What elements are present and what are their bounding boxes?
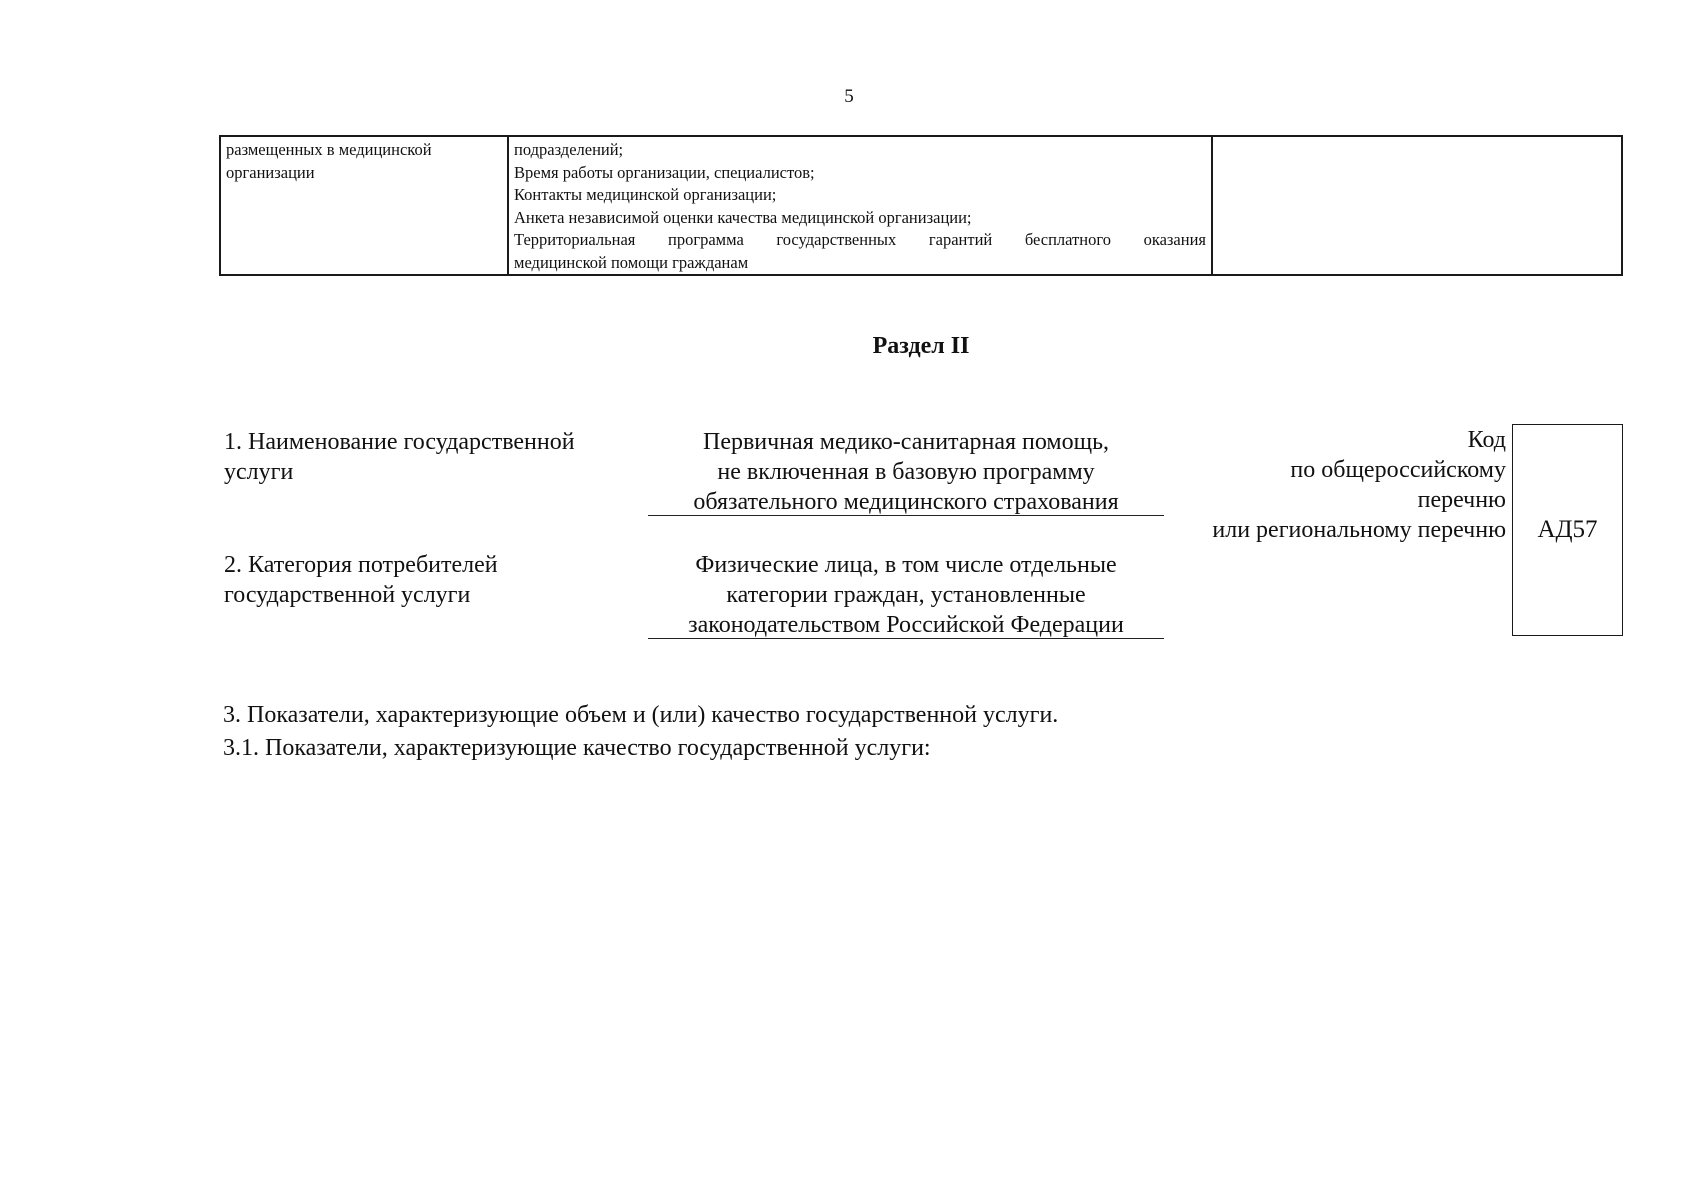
value-line: обязательного медицинского страхования <box>693 489 1119 515</box>
indicators-heading: 3. Показатели, характеризующие объем и (или) качество государственной услуги. <box>223 702 1059 728</box>
value-line: законодательством Российской Федерации <box>688 612 1124 638</box>
code-label-line: по общероссийскому <box>1290 457 1506 483</box>
code-label <box>1180 425 1506 545</box>
value-line: Физические лица, в том числе отдельные <box>695 552 1117 578</box>
cell-line: Анкета независимой оценки качества медицинской организации; <box>514 207 972 227</box>
page-number: 5 <box>844 86 854 107</box>
service-name-value <box>648 427 1164 517</box>
table-cell-indicator-name <box>220 136 508 275</box>
table-cell-empty <box>1212 136 1622 275</box>
value-line: категории граждан, установленные <box>726 582 1086 608</box>
table-row <box>220 136 1622 275</box>
value-line: Первичная медико-санитарная помощь, <box>702 429 1110 455</box>
cell-line: Территориальная программа государственных гарантий бесплатного оказания <box>514 230 1206 249</box>
label-line: 2. Категория потребителей <box>224 552 498 578</box>
cell-line: медицинской помощи гражданам <box>514 252 749 272</box>
continuation-table <box>219 135 1623 276</box>
label-line: государственной услуги <box>224 582 471 608</box>
consumer-category-underline <box>648 638 1164 639</box>
cell-line: размещенных в медицинской <box>226 140 432 159</box>
cell-line: Время работы организации, специалистов; <box>514 162 815 182</box>
table-cell-content-list <box>508 136 1212 275</box>
cell-line: Контакты медицинской организации; <box>514 185 777 204</box>
code-label-line: Код <box>1467 427 1506 453</box>
cell-line: организации <box>226 162 315 182</box>
consumer-category-label <box>224 550 498 610</box>
section-title: Раздел II <box>872 333 970 359</box>
service-name-underline <box>648 515 1164 516</box>
code-box <box>1512 424 1623 636</box>
service-name-label <box>224 427 575 487</box>
value-line: не включенная в базовую программу <box>717 459 1095 485</box>
code-value: АД57 <box>1537 516 1598 543</box>
code-label-line: перечню <box>1417 487 1506 513</box>
code-label-line: или региональному перечню <box>1212 517 1506 543</box>
label-line: 1. Наименование государственной <box>224 429 575 455</box>
quality-indicators-heading: 3.1. Показатели, характеризующие качество государственной услуги: <box>223 735 931 761</box>
label-line: услуги <box>224 459 294 485</box>
cell-line: подразделений; <box>514 140 624 159</box>
consumer-category-value <box>648 550 1164 640</box>
